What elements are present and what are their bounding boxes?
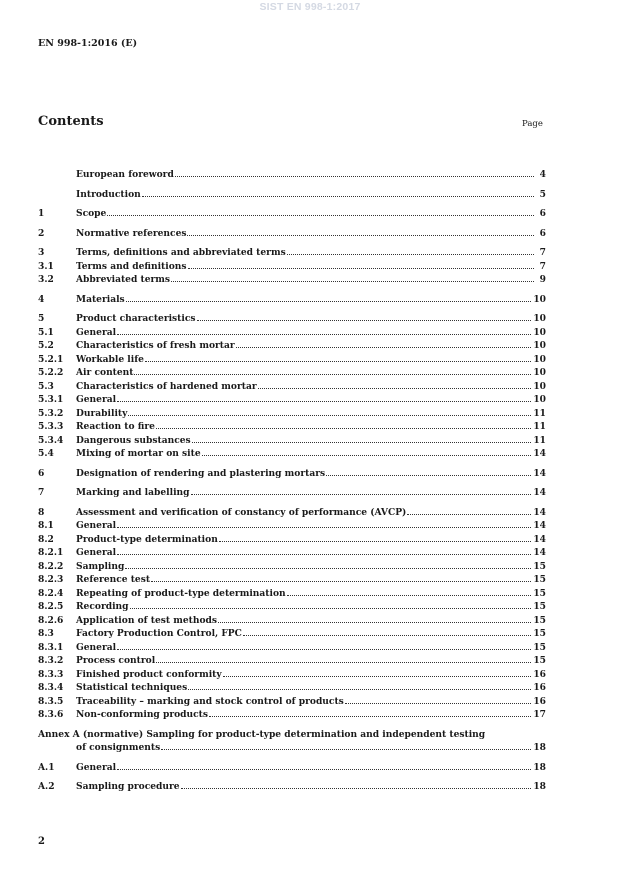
toc-entry[interactable] (38, 293, 546, 307)
toc-entry-page: 14 (533, 506, 546, 518)
toc-entry-number: 8.2.5 (38, 601, 64, 612)
toc-entry-page: 14 (533, 487, 546, 498)
toc-entry[interactable] (38, 546, 546, 560)
toc-entry-number: 1 (38, 208, 45, 219)
toc-entry[interactable] (38, 260, 546, 274)
toc-entry-number: 5.1 (38, 326, 54, 338)
toc-entry[interactable] (38, 560, 546, 574)
toc-entry-title: European foreword (76, 169, 174, 180)
toc-entry-number: 8.2.4 (38, 587, 64, 599)
toc-entry-page: 14 (533, 547, 546, 558)
toc-entry[interactable] (38, 312, 546, 326)
toc-leader-dots (117, 526, 531, 528)
toc-leader-dots (197, 319, 532, 321)
toc-leader-dots (125, 567, 531, 569)
toc-entry[interactable] (38, 668, 546, 682)
toc-entry-title: Designation of rendering and plastering mortars (76, 467, 326, 479)
toc-entry-number: 8.1 (38, 520, 54, 531)
toc-entry[interactable] (38, 573, 546, 587)
toc-entry-title: Characteristics of hardened mortar (76, 380, 257, 392)
toc-leader-dots (188, 688, 531, 690)
toc-entry-page: 17 (533, 709, 546, 720)
toc-entry-page: 15 (533, 614, 546, 626)
toc-entry[interactable] (38, 434, 546, 448)
toc-entry-number: 8 (38, 506, 45, 518)
toc-leader-dots (107, 214, 534, 216)
toc-leader-dots (156, 427, 531, 429)
toc-entry[interactable] (38, 420, 546, 434)
toc-entry-number: 5.4 (38, 448, 54, 459)
toc-entry[interactable] (38, 587, 546, 601)
toc-entry-title: Statistical techniques (76, 682, 188, 693)
toc-entry-page: 5 (539, 188, 546, 200)
toc-entry[interactable] (38, 654, 546, 668)
toc-entry[interactable] (38, 339, 546, 353)
toc-entry-number: 8.3.4 (38, 682, 64, 693)
toc-leader-dots (130, 607, 532, 609)
toc-entry-title: Dangerous substances (76, 434, 191, 446)
toc-entry-title: Characteristics of fresh mortar (76, 340, 235, 351)
toc-entry-title: Normative references (76, 227, 187, 239)
toc-entry[interactable] (38, 600, 546, 614)
toc-entry[interactable] (38, 227, 546, 241)
toc-entry-number: 4 (38, 293, 45, 305)
toc-entry-page: 10 (533, 313, 546, 324)
toc-leader-dots (175, 175, 534, 177)
toc-entry-title: General (76, 394, 117, 405)
toc-entry-page: 11 (533, 407, 546, 419)
toc-entry[interactable] (38, 447, 546, 461)
toc-entry-title: Application of test methods (76, 614, 217, 626)
toc-leader-dots (126, 300, 532, 302)
toc-entry-title: Terms and definitions (76, 260, 187, 272)
toc-entry[interactable] (38, 326, 546, 340)
toc-leader-dots (219, 540, 532, 542)
toc-entry-page: 15 (533, 601, 546, 612)
toc-entry-page: 18 (533, 781, 546, 792)
toc-entry[interactable] (38, 506, 546, 520)
toc-entry-number: 5.3.3 (38, 421, 64, 432)
toc-entry-title: Finished product conformity (76, 668, 222, 680)
toc-leader-dots (223, 675, 532, 677)
toc-entry-page: 15 (533, 655, 546, 666)
toc-entry-title: Terms, definitions and abbreviated terms (76, 247, 286, 258)
toc-entry-page: 6 (539, 227, 546, 239)
toc-leader-dots (188, 267, 534, 269)
toc-entry-number: 8.3.3 (38, 668, 64, 680)
toc-entry[interactable] (38, 627, 546, 641)
toc-entry-title: Assessment and verification of constancy of performance (AVCP) (76, 506, 407, 518)
toc-leader-dots (128, 414, 531, 416)
toc-entry[interactable] (38, 467, 546, 481)
toc-entry-number: 5.3 (38, 380, 54, 392)
toc-entry-number: 3.1 (38, 260, 54, 272)
toc-entry-number: 5 (38, 313, 45, 324)
toc-leader-dots (236, 346, 532, 348)
toc-entry-number: 5.2 (38, 340, 54, 351)
toc-entry-title: Product characteristics (76, 313, 196, 324)
toc-entry-title: General (76, 761, 117, 773)
toc-entry-number: 8.2.1 (38, 547, 64, 558)
toc-entry[interactable] (38, 681, 546, 695)
toc-entry[interactable] (38, 353, 546, 367)
toc-entry-number: 8.3.5 (38, 695, 64, 707)
toc-entry[interactable] (38, 641, 546, 655)
toc-leader-dots (117, 768, 531, 770)
toc-entry-title: Sampling procedure (76, 781, 180, 792)
toc-leader-dots (134, 373, 531, 375)
toc-leader-dots (345, 702, 532, 704)
toc-leader-dots (142, 195, 534, 197)
page-number: 2 (38, 836, 45, 847)
toc-entry-title: Reaction to fire (76, 421, 155, 432)
toc-entry-page: 4 (539, 169, 546, 180)
toc-entry[interactable] (38, 273, 546, 287)
toc-entry-page: 15 (533, 641, 546, 653)
toc-leader-dots (326, 474, 531, 476)
toc-entry[interactable] (38, 168, 546, 182)
toc-entry-page: 10 (533, 380, 546, 392)
page-column-label: Page (522, 119, 543, 129)
toc-entry[interactable] (38, 486, 546, 500)
toc-entry-number: 8.2.2 (38, 560, 64, 572)
toc-leader-dots (156, 661, 531, 663)
toc-leader-dots (209, 715, 531, 717)
toc-leader-dots (161, 748, 531, 750)
toc-entry-number: 3 (38, 247, 45, 258)
toc-leader-dots (192, 441, 532, 443)
toc-entry-page: 9 (539, 274, 546, 285)
toc-entry-number: 2 (38, 227, 45, 239)
toc-entry-page: 6 (539, 208, 546, 219)
toc-entry-title: Scope (76, 208, 107, 219)
toc-entry[interactable] (38, 614, 546, 628)
toc-entry-number: 5.3.4 (38, 434, 64, 446)
toc-leader-dots (117, 333, 531, 335)
toc-leader-dots (181, 787, 532, 789)
toc-entry-number: 8.2.3 (38, 574, 64, 585)
toc-entry[interactable] (38, 366, 546, 380)
toc-entry-title: General (76, 326, 117, 338)
toc-entry-number: 8.3 (38, 628, 54, 639)
toc-leader-dots (243, 634, 531, 636)
toc-entry-number: 7 (38, 487, 45, 498)
toc-entry-title: Product-type determination (76, 533, 218, 545)
toc-entry-page: 14 (533, 533, 546, 545)
toc-leader-dots (187, 234, 534, 236)
toc-entry-number: 5.3.1 (38, 394, 64, 405)
document-id: EN 998-1:2016 (E) (38, 38, 138, 49)
toc-entry-page: 10 (533, 340, 546, 351)
toc-entry-page: 10 (533, 353, 546, 365)
toc-entry-page: 16 (533, 682, 546, 693)
toc-entry-title: Recording (76, 601, 129, 612)
toc-leader-dots (287, 594, 532, 596)
toc-entry-page: 18 (533, 761, 546, 773)
toc-entry[interactable] (38, 380, 546, 394)
toc-leader-dots (287, 253, 534, 255)
toc-entry-number: 8.2.6 (38, 614, 64, 626)
toc-leader-dots (202, 454, 532, 456)
toc-entry[interactable] (38, 761, 546, 775)
toc-entry-number: 8.3.1 (38, 641, 64, 653)
toc-entry-page: 14 (533, 448, 546, 459)
toc-entry-page: 14 (533, 467, 546, 479)
toc-entry-title: Abbreviated terms (76, 274, 171, 285)
toc-entry-number: 6 (38, 467, 45, 479)
toc-entry-title: Marking and labelling (76, 487, 190, 498)
toc-leader-dots (145, 360, 531, 362)
toc-entry-title: Introduction (76, 188, 141, 200)
toc-entry-number: 3.2 (38, 274, 54, 285)
toc-entry[interactable] (38, 246, 546, 260)
annex-title-line2: of consignments (76, 742, 161, 753)
toc-entry-number: 5.2.2 (38, 367, 64, 378)
toc-entry[interactable] (38, 519, 546, 533)
toc-entry-title: Factory Production Control, FPC (76, 628, 242, 639)
toc-entry-page: 18 (533, 742, 546, 753)
toc-entry-page: 7 (539, 247, 546, 258)
toc-entry-page: 15 (533, 587, 546, 599)
toc-leader-dots (191, 493, 532, 495)
toc-entry-number: 8.3.6 (38, 709, 64, 720)
toc-entry-page: 10 (533, 394, 546, 405)
toc-entry-page: 11 (533, 434, 546, 446)
toc-entry-title: Mixing of mortar on site (76, 448, 201, 459)
toc-entry-title: Durability (76, 407, 128, 419)
toc-entry-title: Reference test (76, 574, 151, 585)
toc-entry-number: A.2 (38, 781, 55, 792)
toc-annex-entry[interactable] (38, 728, 546, 755)
toc-entry-number: A.1 (38, 761, 55, 773)
toc-entry-title: Non-conforming products (76, 709, 209, 720)
toc-leader-dots (117, 648, 531, 650)
watermark: SIST EN 998-1:2017 (259, 1, 361, 13)
toc-leader-dots (407, 513, 531, 515)
toc-entry-page: 15 (533, 560, 546, 572)
toc-entry[interactable] (38, 708, 546, 722)
toc-entry-title: General (76, 547, 117, 558)
toc-entry-title: General (76, 641, 117, 653)
toc-entry[interactable] (38, 780, 546, 794)
toc-entry-page: 11 (533, 421, 546, 432)
annex-title-line1: Annex A (normative) Sampling for product-type determination and independent testing (38, 728, 486, 740)
toc-leader-dots (218, 621, 531, 623)
toc-entry[interactable] (38, 407, 546, 421)
toc-entry-page: 7 (539, 260, 546, 272)
toc-entry-number: 5.3.2 (38, 407, 64, 419)
toc-entry-title: General (76, 520, 117, 531)
toc-entry-number: 5.2.1 (38, 353, 64, 365)
toc-entry[interactable] (38, 533, 546, 547)
toc-entry[interactable] (38, 695, 546, 709)
toc-entry-page: 10 (533, 326, 546, 338)
toc-leader-dots (258, 387, 532, 389)
toc-entry-page: 10 (533, 293, 546, 305)
toc-leader-dots (117, 553, 531, 555)
toc-entry[interactable] (38, 393, 546, 407)
toc-entry-title: Repeating of product-type determination (76, 587, 286, 599)
toc-leader-dots (117, 400, 531, 402)
toc-entry[interactable] (38, 188, 546, 202)
toc-entry-number: 8.2 (38, 533, 54, 545)
toc-entry-page: 16 (533, 695, 546, 707)
toc-entry-page: 15 (533, 628, 546, 639)
toc-entry-page: 14 (533, 520, 546, 531)
toc-entry-page: 16 (533, 668, 546, 680)
table-of-contents (38, 168, 546, 794)
toc-entry-title: Process control (76, 655, 156, 666)
toc-entry-title: Materials (76, 293, 125, 305)
toc-leader-dots (171, 280, 534, 282)
toc-entry-page: 15 (533, 574, 546, 585)
page-title: Contents (38, 114, 104, 129)
toc-entry-title: Workable life (76, 353, 144, 365)
toc-entry[interactable] (38, 207, 546, 221)
toc-entry-title: Sampling (76, 560, 125, 572)
toc-entry-title: Traceability – marking and stock control of products (76, 695, 344, 707)
toc-entry-page: 10 (533, 367, 546, 378)
toc-entry-title: Air content (76, 367, 134, 378)
toc-leader-dots (151, 580, 531, 582)
toc-entry-number: 8.3.2 (38, 655, 64, 666)
